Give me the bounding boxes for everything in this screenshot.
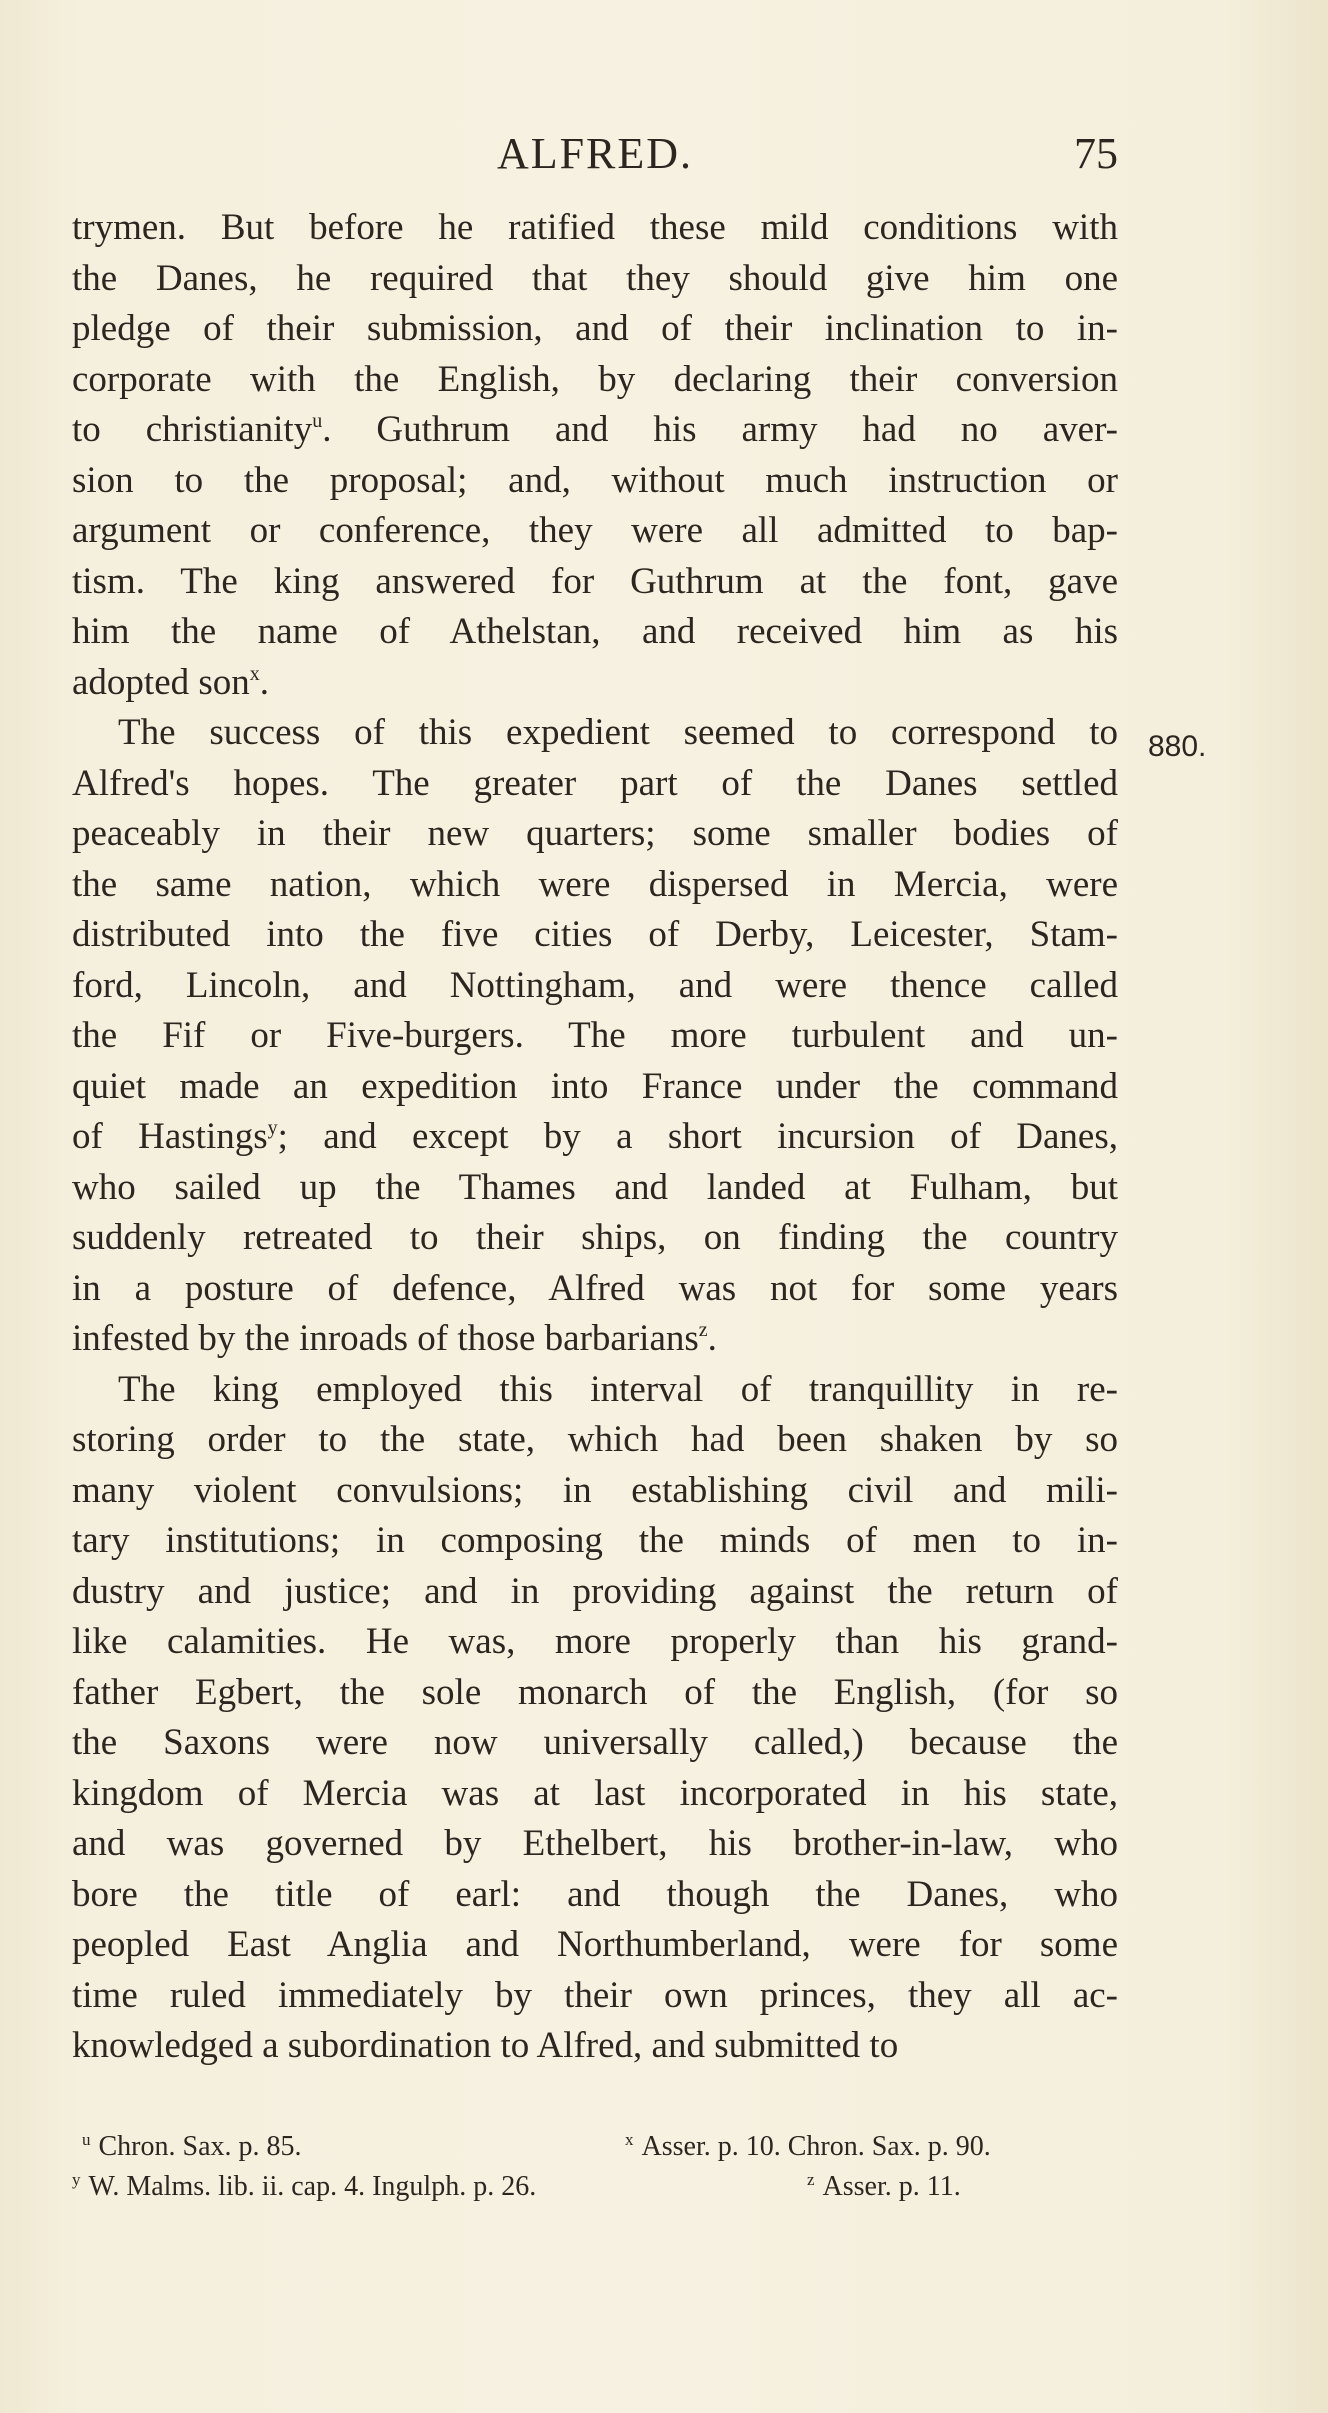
line-text: him the name of Athelstan, and received him as his [72,611,1118,652]
line-text: like calamities. He was, more properly than his grand- [72,1621,1118,1662]
line-text: Alfred's hopes. The greater part of the Danes settled [72,762,1118,804]
text-line [72,1971,1118,2022]
line-text: . Guthrum and his army had no aver- [322,409,1118,450]
line-text: time ruled immediately by their own princes, they all ac- [72,1974,1118,2016]
text-line [72,708,1118,759]
text-line [72,1314,1118,1365]
footnote [72,2160,536,2207]
page-number: 75 [1074,129,1118,178]
text-line [72,1365,1118,1416]
line-text: who sailed up the Thames and landed at Fulham, but [72,1166,1118,1208]
line-text: many violent convulsions; in establishing civil and mili- [72,1469,1118,1511]
text-line [72,1617,1118,1668]
line-text: suddenly retreated to their ships, on finding the country [72,1217,1118,1258]
text-line [72,1567,1118,1618]
text-line [72,1920,1118,1971]
line-text: ; and except by a short incursion of Danes, [277,1116,1118,1157]
line-text: to christianity [72,409,313,450]
line-text: the Fif or Five-burgers. The more turbulent and un- [72,1015,1118,1056]
footnote [807,2160,961,2207]
text-line [72,910,1118,961]
text-line [72,1668,1118,1719]
text-line [72,1516,1118,1567]
text-line [72,203,1118,254]
line-text: corporate with the English, by declaring their conversion [72,358,1118,400]
text-line [72,1415,1118,1466]
line-text: peaceably in their new quarters; some smaller bodies of [72,813,1118,854]
body-text [72,203,1118,2072]
text-line [72,304,1118,355]
text-line [72,1264,1118,1315]
text-line [72,1769,1118,1820]
footnote-ref: z [698,1319,708,1341]
text-line [72,1819,1118,1870]
line-text: in a posture of defence, Alfred was not for some years [72,1267,1118,1309]
line-text: storing order to the state, which had been shaken by so [72,1419,1118,1460]
text-line [72,607,1118,658]
line-text: the same nation, which were dispersed in Mercia, were [72,863,1118,905]
line-text: and was governed by Ethelbert, his brother-in-law, who [72,1823,1118,1864]
text-line [72,557,1118,608]
line-text: argument or conference, they were all admitted to bap- [72,510,1118,551]
line-text: kingdom of Mercia was at last incorporated in his state, [72,1772,1118,1814]
line-text: tary institutions; in composing the minds of men to in- [72,1520,1118,1561]
line-text: adopted son [72,661,250,703]
line-text: of Hastings [72,1116,268,1157]
text-line [72,405,1118,456]
text-line [72,809,1118,860]
text-line [72,658,1118,709]
text-line [72,1718,1118,1769]
line-text: distributed into the five cities of Derby, Leicester, Stam- [72,914,1118,955]
running-title: ALFRED. [496,129,694,178]
footnote-row [72,2120,1118,2160]
text-line [72,456,1118,507]
line-text: trymen. But before he ratified these mild conditions with [72,207,1118,248]
footnote-mark: u [82,2130,91,2149]
text-line [72,254,1118,305]
text-line [72,506,1118,557]
line-text: . [259,661,270,703]
line-text: pledge of their submission, and of their inclination to in- [72,308,1118,349]
line-text: dustry and justice; and in providing against the return of [72,1570,1118,1612]
footnotes [72,2120,1118,2200]
line-text: the Saxons were now universally called,) because the [72,1722,1118,1763]
footnote-text: Asser. p. 10. Chron. Sax. p. 90. [641,2131,991,2162]
line-text: The success of this expedient seemed to correspond to [118,712,1118,753]
line-text: tism. The king answered for Guthrum at the font, gave [72,560,1118,602]
footnote-mark: y [72,2170,81,2189]
footnote-ref: x [249,662,260,685]
line-text: sion to the proposal; and, without much instruction or [72,459,1118,501]
line-text: infested by the inroads of those barbarians [72,1318,699,1359]
footnote-ref: y [267,1117,278,1139]
footnote-row [72,2160,1118,2200]
text-line [72,1163,1118,1214]
running-head [72,124,1118,184]
line-text: The king employed this interval of tranquillity in re- [118,1368,1118,1410]
text-line [72,2021,1118,2072]
footnote-text: Asser. p. 11. [822,2171,961,2202]
line-text: quiet made an expedition into France under the command [72,1065,1118,1107]
text-line [72,355,1118,406]
text-line [72,1062,1118,1113]
footnote-mark: z [807,2170,815,2189]
line-text: bore the title of earl: and though the Danes, who [72,1873,1118,1915]
line-text: knowledged a subordination to Alfred, and submitted to [72,2025,899,2066]
footnote-ref: u [312,410,323,432]
text-line [72,1112,1118,1163]
footnote-text: W. Malms. lib. ii. cap. 4. Ingulph. p. 26. [88,2171,537,2202]
line-text: peopled East Anglia and Northumberland, were for some [72,1924,1118,1965]
text-line [72,759,1118,810]
line-text: ford, Lincoln, and Nottingham, and were thence called [72,964,1118,1006]
line-text: . [707,1318,717,1359]
footnote-text: Chron. Sax. p. 85. [98,2131,302,2162]
text-line [72,1011,1118,1062]
text-line [72,1213,1118,1264]
line-text: the Danes, he required that they should give him one [72,257,1118,299]
text-line [72,961,1118,1012]
text-line [72,860,1118,911]
footnote-mark: x [625,2130,634,2149]
text-line [72,1870,1118,1921]
line-text: father Egbert, the sole monarch of the English, (for so [72,1671,1118,1713]
margin-year-note: 880. [1148,730,1207,763]
text-line [72,1466,1118,1517]
